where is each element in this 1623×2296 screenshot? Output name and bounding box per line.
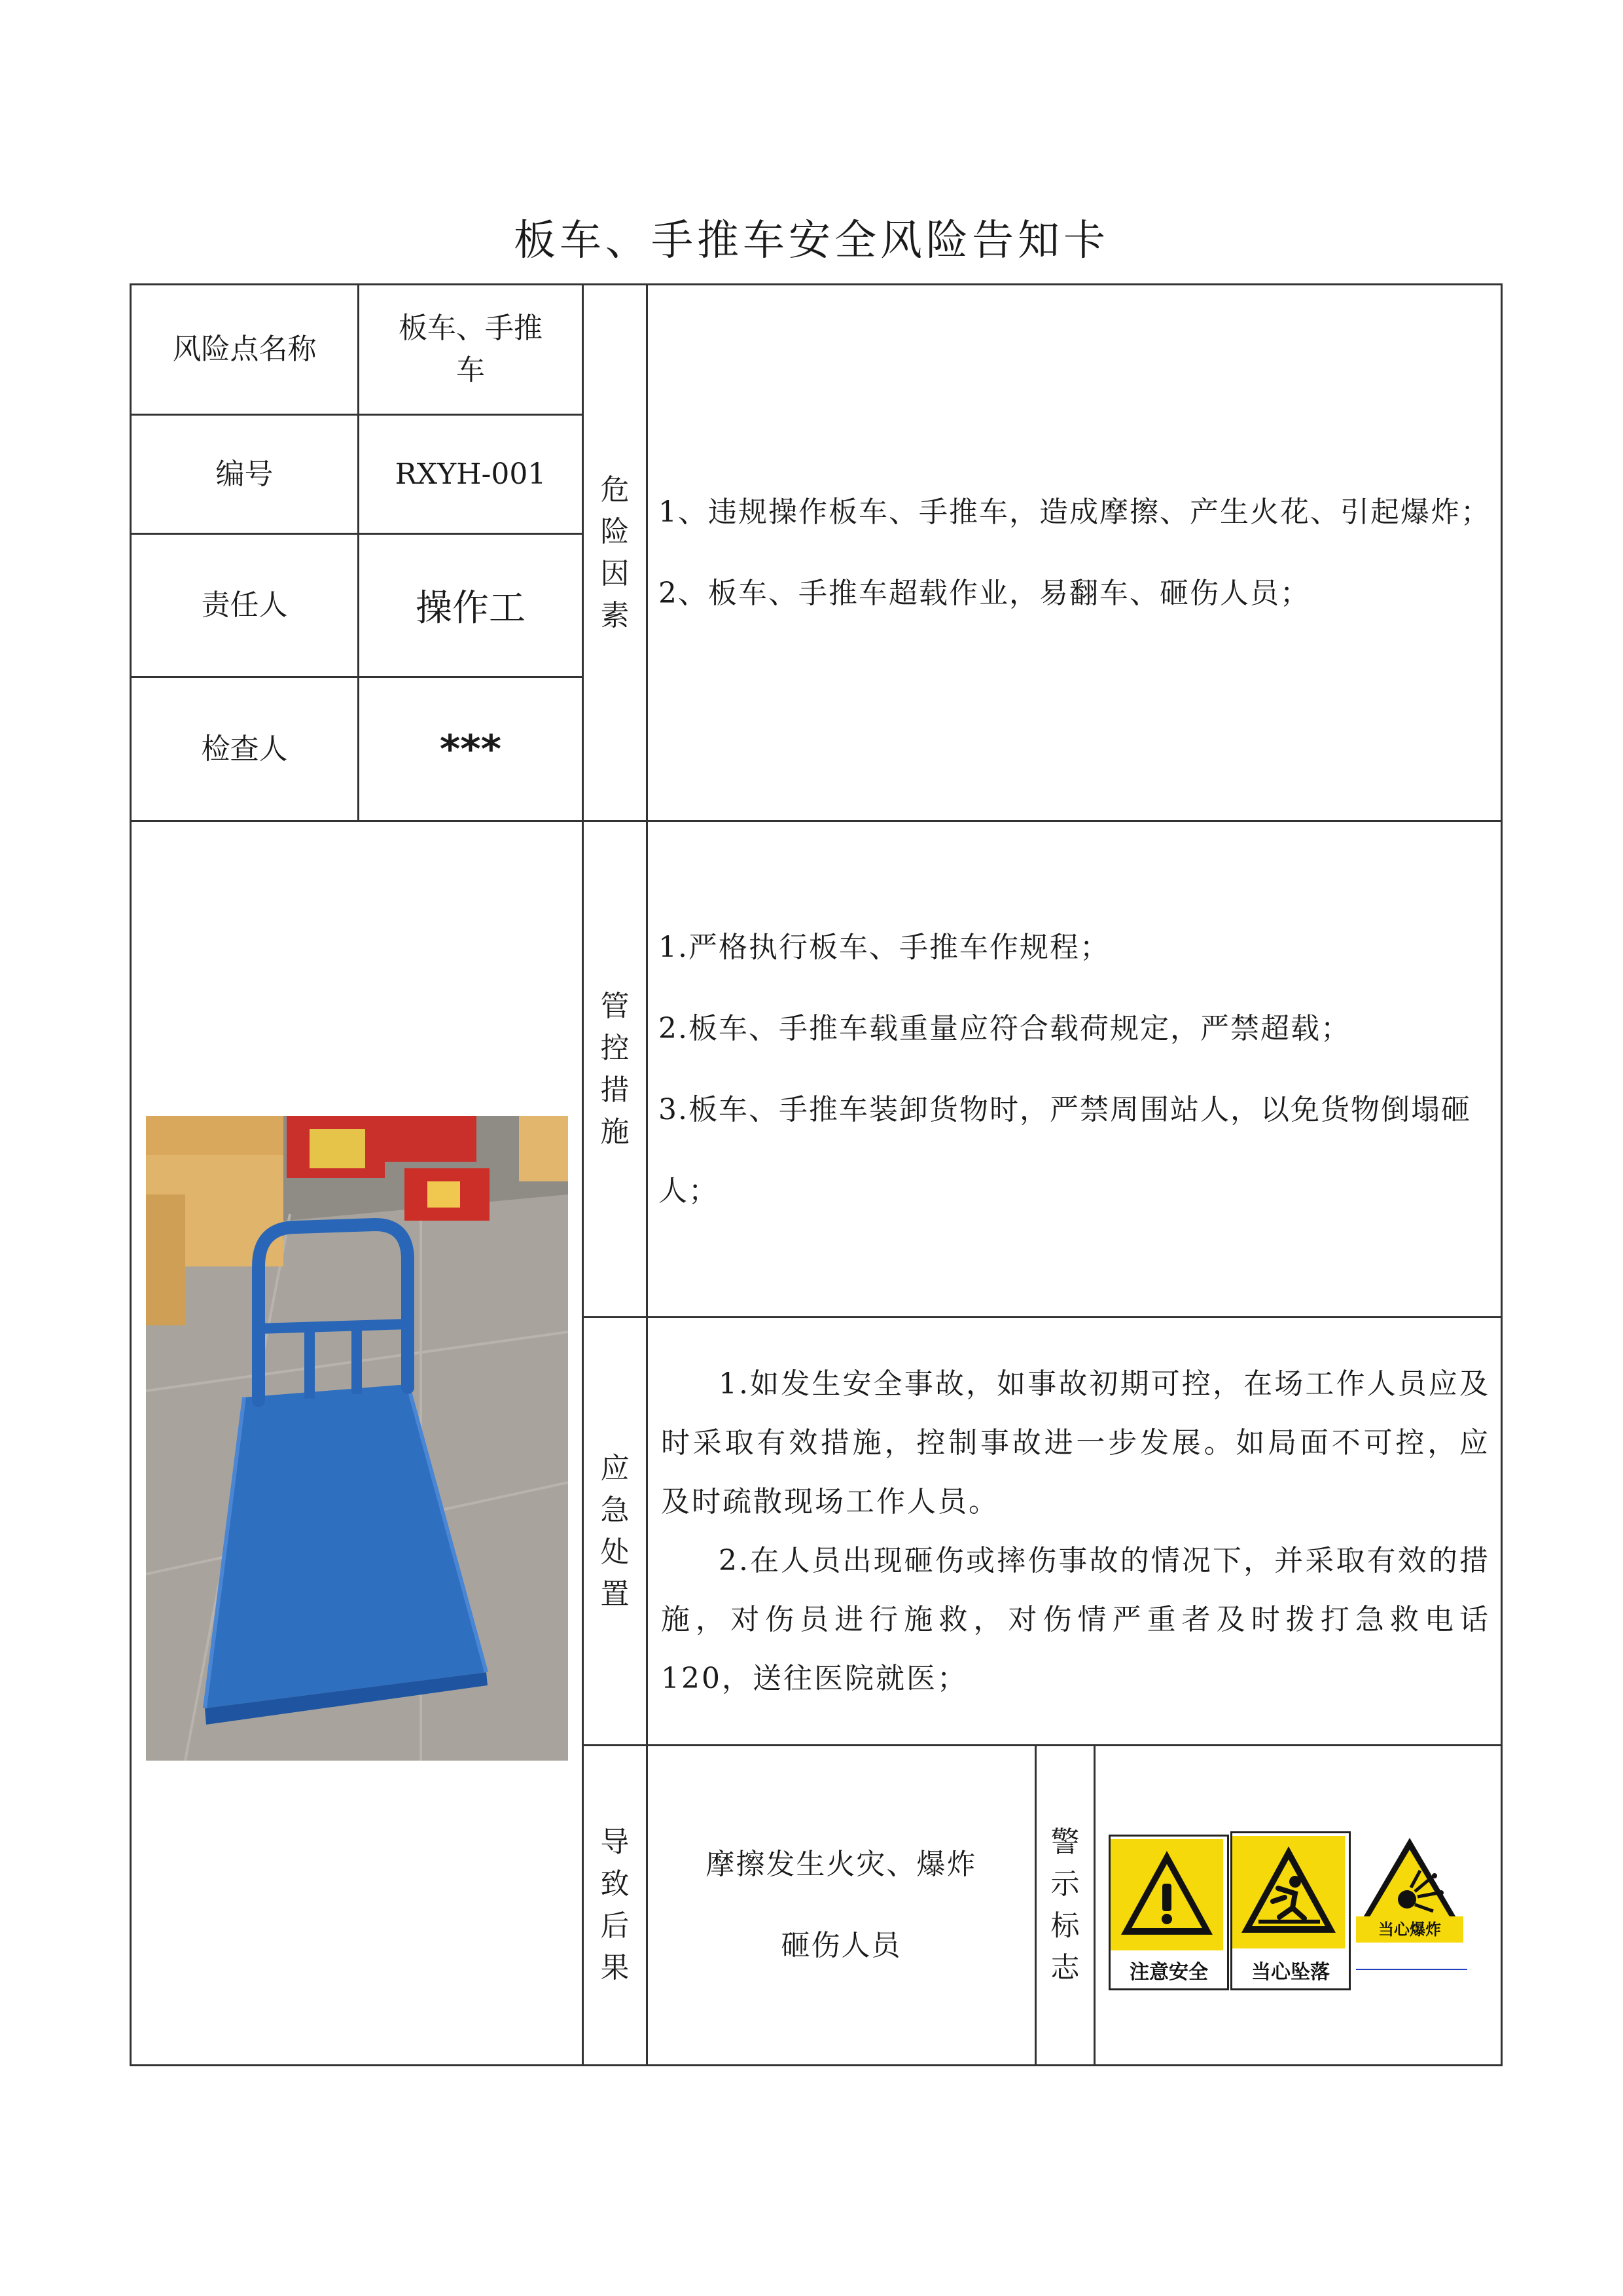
consequence-label-cell: [584, 1746, 646, 2064]
warning-sign-caution: [1109, 1835, 1229, 1990]
hazard-label: 危险因素: [600, 473, 630, 632]
risk-point-value: 板车、手推车: [399, 312, 543, 387]
hazard-item: 2、板车、手推车超载作业，易翻车、砸伤人员；: [658, 576, 1310, 610]
sign-underline: [1356, 1969, 1467, 1970]
code-value: RXYH-001: [395, 457, 546, 491]
hazard-label-cell: [584, 285, 646, 820]
consequence-line: 砸伤人员: [781, 1929, 902, 1962]
warning-sign-fall: [1230, 1831, 1351, 1990]
cart-photo: [146, 1116, 568, 1761]
hazard-item: 1、违规操作板车、手推车，造成摩擦、产生火花、引起爆炸；: [658, 495, 1491, 529]
emergency-item: 1.如发生安全事故，如事故初期可控，在场工作人员应及时采取有效措施，控制事故进一步发展。如局面不可控，应及时疏散现场工作人员。: [661, 1367, 1490, 1518]
hazard-content: [648, 285, 1501, 820]
hazard-text: [658, 472, 1491, 634]
emergency-item: 2.在人员出现砸伤或摔伤事故的情况下，并采取有效的措施，对伤员进行施救，对伤情严重者及时拨打急救电话120，送往医院就医；: [661, 1543, 1490, 1695]
consequence-line: 摩擦发生火灾、爆炸: [705, 1848, 977, 1881]
inspector-label: 检查人: [201, 732, 288, 766]
exclamation-icon: [1111, 1839, 1223, 1950]
falling-person-icon: [1232, 1836, 1345, 1948]
control-item: 3.板车、手推车装卸货物时，严禁周围站人，以免货物倒塌砸人；: [658, 1092, 1471, 1208]
responsible-label: 责任人: [201, 588, 288, 622]
warning-label: 警示标志: [1050, 1825, 1080, 1984]
sign-caption-bar: 当心爆炸: [1356, 1916, 1463, 1943]
warning-signs: [1096, 1746, 1501, 2064]
control-item: 2.板车、手推车载重量应符合载荷规定，严禁超载；: [658, 1011, 1351, 1045]
page-title: 板车、手推车安全风险告知卡: [514, 217, 1109, 265]
control-item: 1.严格执行板车、手推车作规程；: [658, 930, 1110, 964]
consequence-content: [648, 1746, 1035, 2064]
emergency-text: [661, 1355, 1490, 1708]
control-label-cell: [584, 822, 646, 1316]
consequence-label: 导致后果: [600, 1825, 630, 1984]
platform-cart-image: [146, 1116, 568, 1761]
sign-caption: 当心坠落: [1251, 1961, 1330, 1984]
emergency-label: 应急处置: [600, 1451, 630, 1611]
responsible-value: 操作工: [416, 587, 526, 630]
emergency-label-cell: [584, 1318, 646, 1744]
sign-caption: 注意安全: [1130, 1961, 1208, 1984]
emergency-content: [648, 1318, 1501, 1744]
inspector-value: ***: [439, 726, 502, 772]
risk-point-label: 风险点名称: [172, 332, 317, 366]
control-label: 管控措施: [600, 989, 630, 1149]
warning-sign-explosion: [1352, 1831, 1467, 1972]
warning-label-cell: [1037, 1746, 1094, 2064]
control-content: [648, 822, 1501, 1316]
control-text: [658, 907, 1494, 1232]
code-label: 编号: [215, 457, 274, 491]
